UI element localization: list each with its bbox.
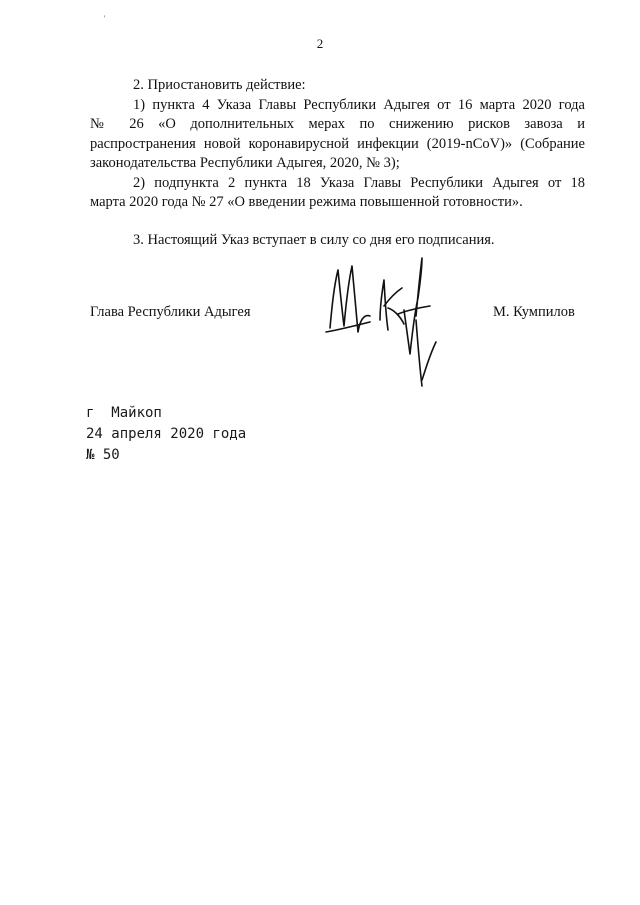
clause-2-item-1-line-1: 1) пункта 4 Указа Главы Республики Адыгея от 16 марта 2020 года bbox=[133, 96, 585, 113]
handwritten-signature bbox=[318, 250, 448, 390]
signatory-title: Глава Республики Адыгея bbox=[90, 304, 251, 320]
stamp-date: 24 апреля 2020 года bbox=[86, 426, 247, 442]
scan-mark: ' bbox=[104, 14, 106, 23]
clause-2-item-2-line-2: марта 2020 года № 27 «О введении режима повышенной готовности». bbox=[90, 194, 523, 210]
decree-body bbox=[90, 76, 585, 250]
clause-2-item-1-line-2: № 26 «О дополнительных мерах по снижению рисков завоза и bbox=[90, 116, 585, 132]
signatory-name: М. Кумпилов bbox=[493, 304, 575, 320]
clause-3: 3. Настоящий Указ вступает в силу со дня его подписания. bbox=[133, 231, 495, 248]
stamp-number: № 50 bbox=[86, 447, 120, 463]
registration-stamp bbox=[86, 403, 246, 466]
clause-2-item-1-line-4: законодательства Республики Адыгея, 2020, № 3); bbox=[90, 155, 400, 171]
clause-2-heading: 2. Приостановить действие: bbox=[133, 77, 306, 93]
stamp-city: г Майкоп bbox=[86, 405, 162, 421]
clause-2-item-1-line-3: распространения новой коронавирусной инфекции (2019-nCoV)» (Собрание bbox=[90, 135, 585, 152]
page-number: 2 bbox=[316, 36, 324, 51]
clause-2-item-2-line-1: 2) подпункта 2 пункта 18 Указа Главы Республики Адыгея от 18 bbox=[133, 174, 585, 191]
